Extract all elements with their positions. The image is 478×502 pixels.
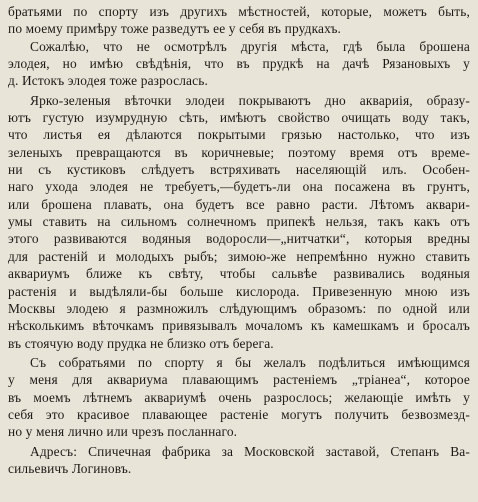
text-line: по моему примѣру тоже разведутъ ее у себя въ прудкахъ. — [8, 21, 342, 37]
text-line: Ярко-зеленыя вѣточки элодеи покрываютъ дно аквариія, образу- — [30, 92, 470, 108]
text-line: нѣсколькимъ вѣточкамъ привязывалъ мочаломъ къ камешкамъ и бросалъ — [8, 318, 470, 334]
text-line: въ стоячую воду прудка не близко отъ берега. — [8, 335, 274, 351]
text-line: у меня для аквариума плавающимъ растеніемъ „тріанеа“, которое — [8, 372, 470, 388]
text-line: этого развиваются водяныя водоросли—„нитчатки“, которыя вредны — [8, 231, 470, 247]
text-line: растенія и выдѣляли-бы больше кислорода. Привезенную мною изъ — [8, 283, 470, 299]
text-line: Москвы элодею я размножилъ слѣдующимъ образомъ: по одной или — [8, 300, 470, 316]
paragraph-triania-offer — [8, 354, 470, 441]
text-line: ютъ густую изумрудную сѣть, имѣютъ свойство очищать воду такъ, — [8, 110, 470, 126]
text-line: но у меня лично или чрезъ посланнаго. — [8, 424, 238, 440]
text-line: элодея, но имѣю свѣдѣнія, что въ прудкѣ на дачѣ Рязановыхъ у — [8, 56, 470, 72]
text-line: Сожалѣю, что не осмотрѣлъ другія мѣста, гдѣ была брошена — [30, 38, 470, 54]
text-line: д. Истокъ элодея тоже разрослась. — [8, 73, 209, 89]
text-line: умы ставить на сильномъ солнечномъ припекѣ нельзя, такъ какъ отъ — [8, 214, 470, 230]
text-line: зеленыхъ превращаются въ коричневые; поэтому время отъ време- — [8, 144, 470, 160]
text-line: братьями по спорту изъ другихъ мѣстностей, которые, можетъ быть, — [8, 4, 470, 19]
text-line: себя это красивое плавающее растеніе могутъ получить безвозмезд- — [8, 406, 470, 422]
text-line: аквариумъ ближе къ свѣту, чтобы сальвѣе развивались водяныя — [8, 266, 470, 282]
text-line: Съ собратьями по спорту я бы желалъ подѣлиться имѣющимся — [30, 354, 470, 370]
text-line: Адресъ: Спичечная фабрика за Московской заставой, Степанъ Ва- — [30, 443, 470, 459]
text-line: для растеній и молодыхъ рыбъ; зимою-же непремѣнно нужно ставить — [8, 248, 470, 264]
text-line: въ моемъ лѣтнемъ аквариумѣ очень разрослось; желающіе имѣть у — [8, 389, 470, 405]
paragraph-continuation — [8, 3, 470, 38]
text-line: наго ухода элодея не требуетъ,—будетъ-ли она посажена въ грунтъ, — [8, 179, 470, 195]
text-line: сильевичъ Логиновъ. — [8, 460, 132, 476]
text-line: или брошена плавать, она будетъ все равно расти. Лѣтомъ аквари- — [8, 196, 470, 212]
paragraph-regret — [8, 38, 470, 90]
paragraph-elodea-care — [8, 92, 470, 352]
paragraph-address — [8, 443, 470, 478]
text-line: что листья ея дѣлаются покрытыми грязью настолько, что изъ — [8, 127, 470, 143]
text-line: ни съ кустиковъ слѣдуетъ встряхивать населяющій илъ. Особен- — [8, 162, 470, 178]
